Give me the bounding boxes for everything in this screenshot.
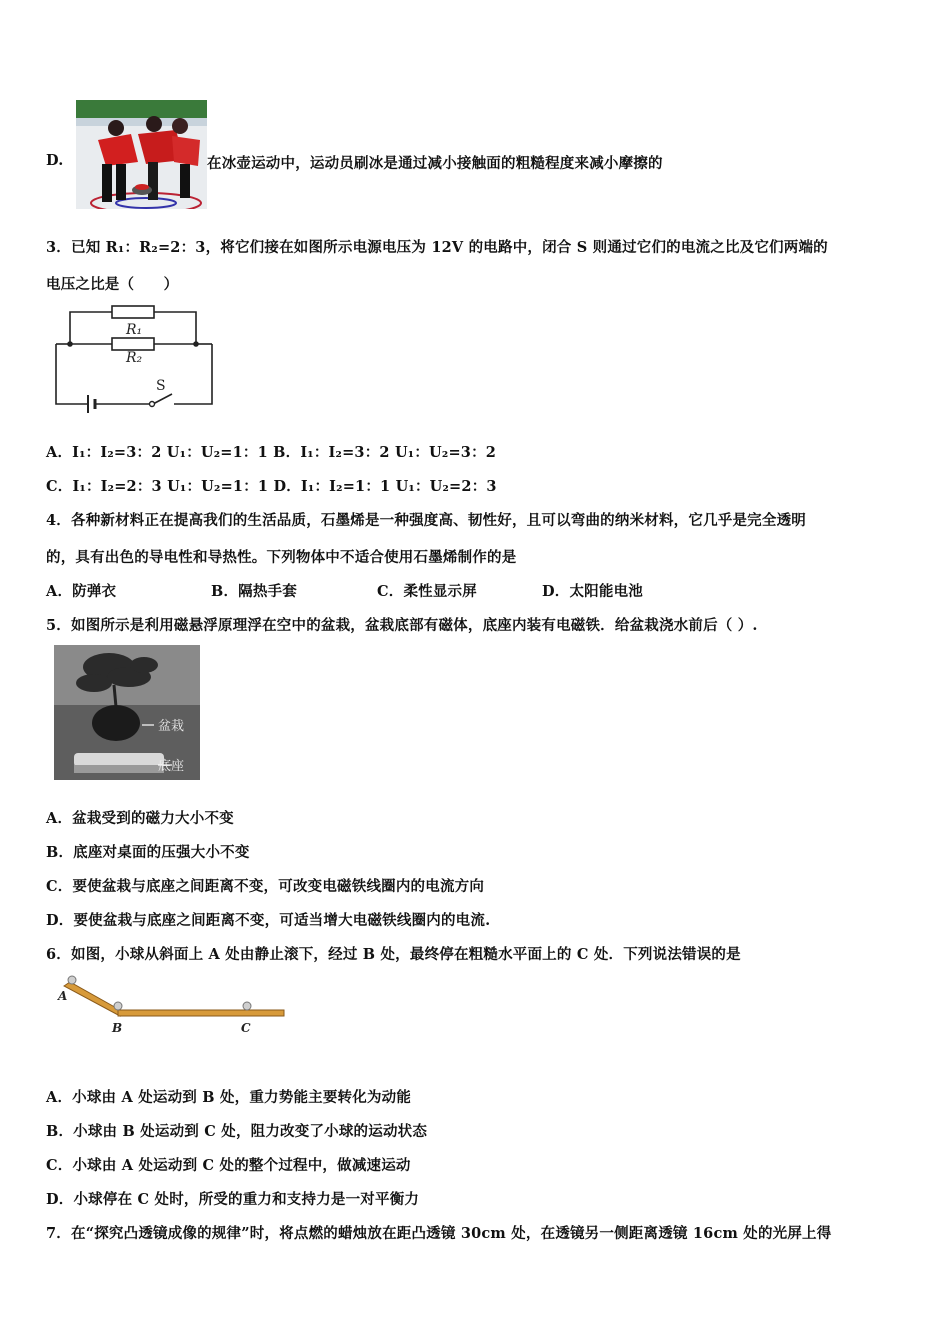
r2-label: R₂	[126, 350, 143, 366]
q6-option-b: B．小球由 B 处运动到 C 处，阻力改变了小球的运动状态	[46, 1123, 428, 1140]
q4-option-b: B．隔热手套	[211, 583, 297, 600]
point-c-label: C	[241, 1021, 251, 1035]
q4-option-d: D．太阳能电池	[542, 583, 643, 600]
q4-option-c: C．柔性显示屏	[377, 583, 477, 600]
point-b-label: B	[112, 1021, 123, 1035]
parallel-circuit-diagram	[46, 300, 226, 418]
curling-photo	[76, 100, 207, 209]
q5-option-a: A．盆栽受到的磁力大小不变	[46, 810, 234, 827]
switch-label: S	[156, 378, 166, 394]
incline-ramp-diagram	[54, 972, 288, 1038]
q2-option-d-text: 在冰壶运动中，运动员刷冰是通过减小接触面的粗糙程度来减小摩擦的	[207, 155, 663, 172]
maglev-plant-photo	[54, 645, 200, 780]
q3-stem-line2: 电压之比是（ ）	[46, 276, 179, 293]
q5-option-d: D．要使盆栽与底座之间距离不变，可适当增大电磁铁线圈内的电流.	[46, 912, 491, 929]
q5-option-b: B．底座对桌面的压强大小不变	[46, 844, 250, 861]
q4-option-a: A．防弹衣	[46, 583, 117, 600]
q2-option-d-label: D.	[46, 152, 64, 169]
q3-options-row1: A．I₁：I₂=3：2 U₁：U₂=1：1 B．I₁：I₂=3：2 U₁：U₂=3：2	[46, 444, 497, 461]
q5-option-c: C．要使盆栽与底座之间距离不变，可改变电磁铁线圈内的电流方向	[46, 878, 485, 895]
q6-stem: 6．如图，小球从斜面上 A 处由静止滚下，经过 B 处，最终停在粗糙水平面上的 C 处．下列说法错误的是	[46, 946, 741, 963]
q6-option-a: A．小球由 A 处运动到 B 处，重力势能主要转化为动能	[46, 1089, 412, 1106]
q3-options-row2: C．I₁：I₂=2：3 U₁：U₂=1：1 D．I₁：I₂=1：1 U₁：U₂=2：3	[46, 478, 497, 495]
r2-resistor	[112, 338, 154, 350]
q4-stem-line2: 的，具有出色的导电性和导热性。下列物体中不适合使用石墨烯制作的是	[46, 549, 517, 566]
q4-stem-line1: 4．各种新材料正在提高我们的生活品质，石墨烯是一种强度高、韧性好，且可以弯曲的纳米材料，它几乎是完全透明	[46, 512, 806, 529]
q5-stem: 5．如图所示是利用磁悬浮原理浮在空中的盆栽，盆栽底部有磁体，底座内装有电磁铁．给盆栽浇水前后（ ）.	[46, 617, 758, 634]
q3-stem-line1: 3．已知 R₁：R₂=2：3，将它们接在如图所示电源电压为 12V 的电路中，闭合 S 则通过它们的电流之比及它们两端的	[46, 239, 828, 256]
point-a-label: A	[58, 989, 68, 1003]
plant-label: 盆栽	[158, 719, 185, 734]
r1-label: R₁	[126, 322, 143, 338]
base-label: 底座	[158, 759, 185, 774]
q6-option-c: C．小球由 A 处运动到 C 处的整个过程中，做减速运动	[46, 1157, 411, 1174]
q7-stem: 7．在“探究凸透镜成像的规律”时，将点燃的蜡烛放在距凸透镜 30cm 处，在透镜另一侧距离透镜 16cm 处的光屏上得	[46, 1225, 832, 1242]
q4-options	[46, 580, 643, 601]
q6-option-d: D．小球停在 C 处时，所受的重力和支持力是一对平衡力	[46, 1191, 420, 1208]
